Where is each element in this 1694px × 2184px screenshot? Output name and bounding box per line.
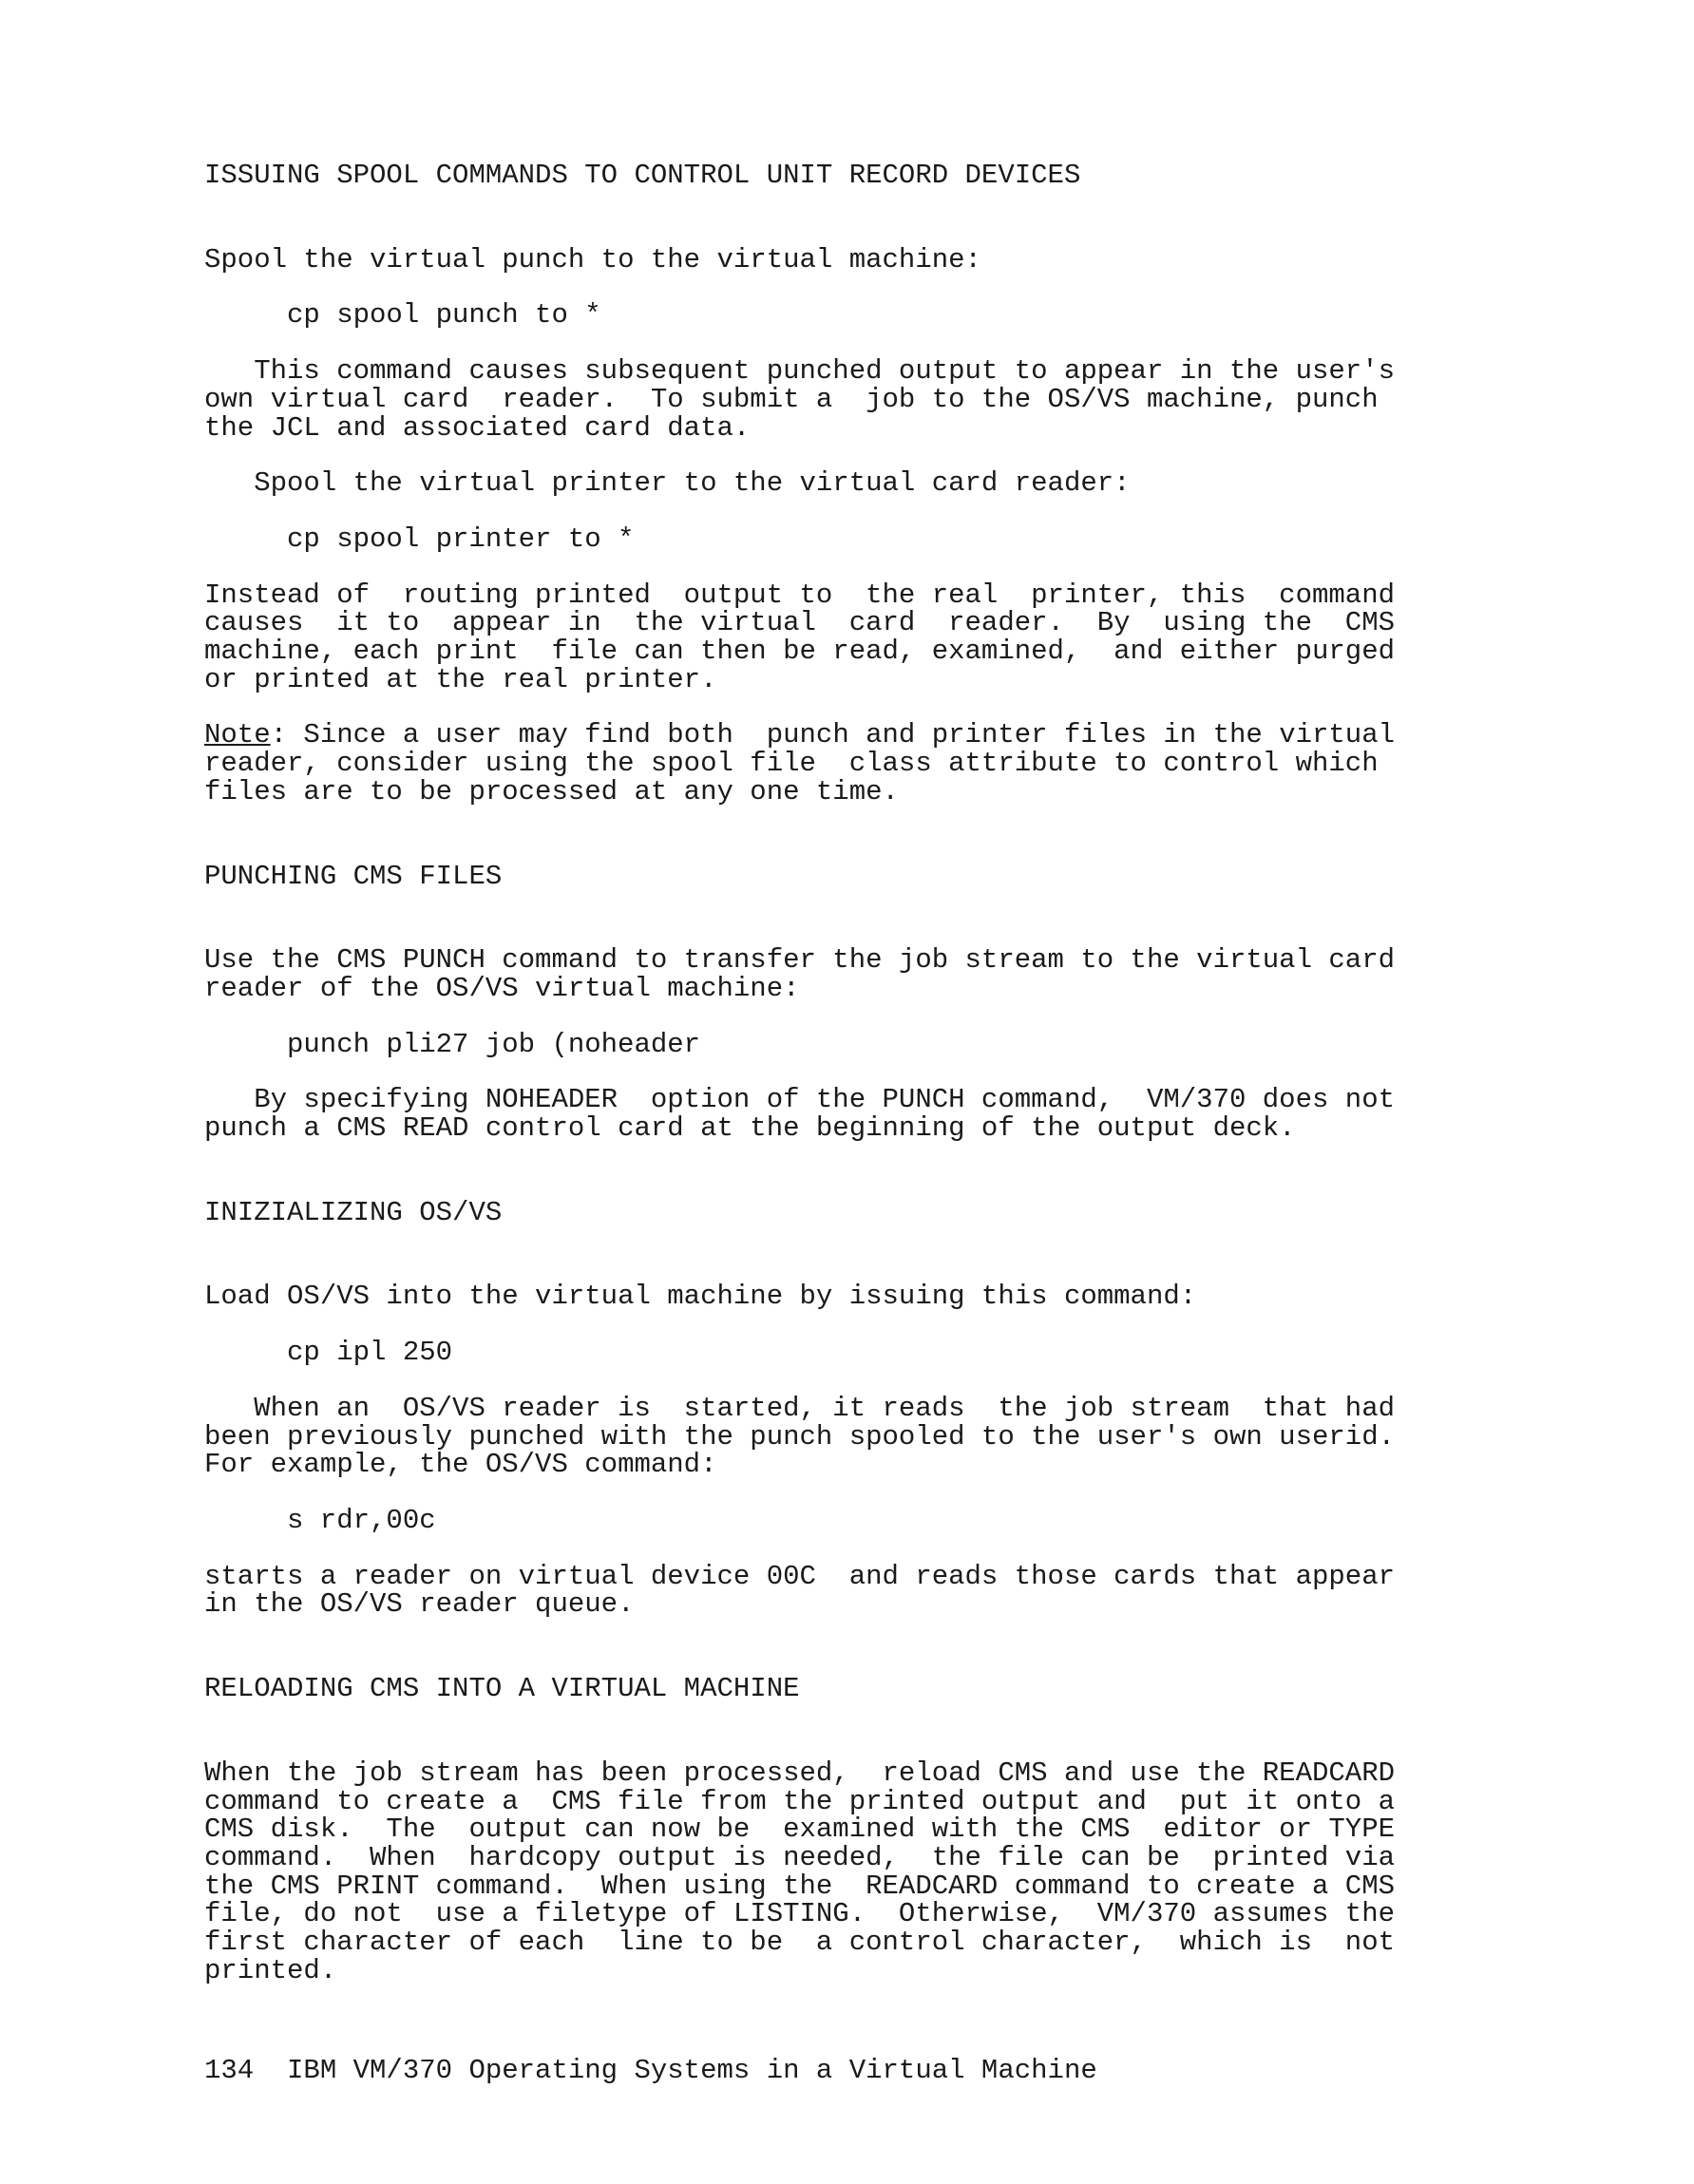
text-line: CMS disk. The output can now be examined with the CMS editor or TYPE: [204, 1814, 1396, 1846]
text-line: Instead of routing printed output to the real printer, this command: [204, 579, 1396, 611]
text-line: first character of each line to be a control character, which is not: [204, 1927, 1396, 1959]
paragraph: [204, 1084, 1468, 1145]
text-line: causes it to appear in the virtual card reader. By using the CMS: [204, 607, 1396, 639]
paragraph: [204, 946, 1468, 1002]
text-line: When the job stream has been processed, reload CMS and use the READCARD: [204, 1757, 1396, 1789]
text-line: command to create a CMS file from the printed output and put it onto a: [204, 1785, 1396, 1817]
section-heading-issuing-spool: ISSUING SPOOL COMMANDS TO CONTROL UNIT RECORD DEVICES: [204, 160, 1081, 191]
command-line: cp ipl 250: [287, 1337, 453, 1369]
document-page: [204, 161, 1468, 1985]
paragraph: [204, 1560, 1468, 1621]
text-line: in the OS/VS reader queue.: [204, 1588, 635, 1621]
text-line: the JCL and associated card data.: [204, 411, 751, 444]
text-line: [204, 721, 1468, 750]
note-paragraph: [204, 721, 1468, 806]
command-line: cp spool punch to *: [287, 299, 601, 332]
text-line: own virtual card reader. To submit a job to the OS/VS machine, punch: [204, 383, 1379, 415]
text-line: machine, each print file can then be read, examined, and either purged: [204, 636, 1396, 668]
paragraph: Load OS/VS into the virtual machine by issuing this command:: [204, 1281, 1197, 1313]
section-heading-punching-cms: PUNCHING CMS FILES: [204, 860, 503, 892]
text-line: punch a CMS READ control card at the beginning of the output deck.: [204, 1112, 1296, 1145]
note-label: Note: [204, 719, 271, 751]
page-footer: 134 IBM VM/370 Operating Systems in a Virtual Machine: [204, 2055, 1097, 2086]
paragraph: [204, 581, 1468, 694]
section-heading-reloading-cms: RELOADING CMS INTO A VIRTUAL MACHINE: [204, 1673, 800, 1705]
text-line: starts a reader on virtual device 00C and reads those cards that appear: [204, 1560, 1396, 1592]
note-text: : Since a user may find both punch and printer files in the virtual: [270, 719, 1396, 751]
text-line: When an OS/VS reader is started, it reads the job stream that had: [204, 1392, 1396, 1424]
paragraph: [204, 357, 1468, 442]
text-line: Use the CMS PUNCH command to transfer the job stream to the virtual card: [204, 944, 1396, 977]
text-line: the CMS PRINT command. When using the READCARD command to create a CMS: [204, 1870, 1396, 1902]
text-line: reader, consider using the spool file class attribute to control which: [204, 748, 1379, 780]
text-line: printed.: [204, 1954, 337, 1986]
text-line: been previously punched with the punch spooled to the user's own userid.: [204, 1420, 1396, 1453]
text-line: For example, the OS/VS command:: [204, 1449, 717, 1481]
command-line: cp spool printer to *: [287, 522, 635, 555]
paragraph: [204, 1759, 1468, 1985]
text-line: reader of the OS/VS virtual machine:: [204, 972, 800, 1004]
text-line: files are to be processed at any one time.: [204, 775, 899, 807]
text-line: By specifying NOHEADER option of the PUNCH command, VM/370 does not: [204, 1084, 1396, 1116]
paragraph: Spool the virtual printer to the virtual card reader:: [204, 467, 1131, 500]
text-line: This command causes subsequent punched output to appear in the user's: [204, 355, 1396, 388]
command-line: s rdr,00c: [287, 1504, 436, 1536]
section-heading-initializing-osvs: INIZIALIZING OS/VS: [204, 1196, 503, 1228]
paragraph: Spool the virtual punch to the virtual machine:: [204, 243, 981, 275]
paragraph: [204, 1392, 1468, 1481]
command-line: punch pli27 job (noheader: [287, 1028, 701, 1060]
text-line: file, do not use a filetype of LISTING. Otherwise, VM/370 assumes the: [204, 1898, 1396, 1930]
text-line: command. When hardcopy output is needed, the file can be printed via: [204, 1841, 1396, 1873]
text-line: or printed at the real printer.: [204, 663, 717, 695]
